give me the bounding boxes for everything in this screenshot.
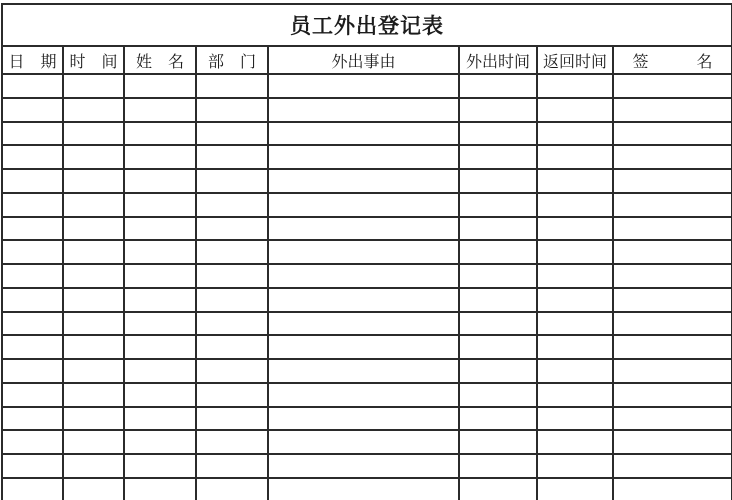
form-title: 员工外出登记表 [2, 4, 732, 46]
empty-cell [196, 98, 268, 122]
header-row [2, 46, 732, 74]
empty-cell [613, 98, 732, 122]
empty-cell [196, 74, 268, 98]
empty-cell [63, 217, 124, 241]
empty-cell [63, 193, 124, 217]
empty-cell [459, 240, 537, 264]
empty-cell [268, 335, 459, 359]
empty-cell [2, 98, 63, 122]
table-row [2, 193, 732, 217]
empty-cell [268, 359, 459, 383]
empty-cell [268, 240, 459, 264]
empty-cell [124, 145, 196, 169]
empty-cell [459, 74, 537, 98]
table-row [2, 335, 732, 359]
empty-cell [63, 359, 124, 383]
table-row [2, 478, 732, 500]
registration-table [1, 3, 732, 500]
empty-cell [268, 430, 459, 454]
empty-cell [2, 312, 63, 336]
empty-cell [537, 240, 613, 264]
empty-cell [268, 478, 459, 500]
empty-cell [268, 217, 459, 241]
empty-cell [63, 145, 124, 169]
empty-cell [124, 430, 196, 454]
empty-cell [613, 335, 732, 359]
empty-cell [268, 98, 459, 122]
empty-cell [63, 407, 124, 431]
table-row [2, 264, 732, 288]
empty-cell [2, 74, 63, 98]
empty-cell [2, 383, 63, 407]
table-row [2, 145, 732, 169]
table-row [2, 383, 732, 407]
empty-cell [613, 312, 732, 336]
table-row [2, 430, 732, 454]
header-cell-0: 日 期 [2, 46, 63, 74]
empty-cell [537, 383, 613, 407]
header-cell-3: 部 门 [196, 46, 268, 74]
empty-cell [2, 359, 63, 383]
empty-cell [124, 383, 196, 407]
empty-cell [196, 478, 268, 500]
empty-cell [124, 335, 196, 359]
table-row [2, 240, 732, 264]
empty-cell [268, 122, 459, 146]
empty-cell [537, 122, 613, 146]
empty-cell [2, 407, 63, 431]
empty-cell [537, 312, 613, 336]
empty-cell [459, 430, 537, 454]
empty-cell [2, 240, 63, 264]
table-row [2, 454, 732, 478]
empty-cell [63, 98, 124, 122]
empty-cell [124, 359, 196, 383]
empty-cell [613, 240, 732, 264]
empty-cell [537, 288, 613, 312]
empty-cell [2, 288, 63, 312]
empty-cell [124, 122, 196, 146]
header-cell-7: 签 名 [613, 46, 732, 74]
empty-cell [124, 264, 196, 288]
empty-cell [537, 169, 613, 193]
empty-cell [196, 145, 268, 169]
empty-cell [537, 407, 613, 431]
empty-cell [124, 169, 196, 193]
empty-cell [124, 454, 196, 478]
empty-cell [124, 74, 196, 98]
empty-cell [613, 122, 732, 146]
empty-cell [537, 478, 613, 500]
table-row [2, 407, 732, 431]
empty-cell [196, 383, 268, 407]
empty-cell [2, 335, 63, 359]
table-row [2, 74, 732, 98]
empty-cell [196, 264, 268, 288]
empty-cell [196, 122, 268, 146]
empty-cell [124, 240, 196, 264]
empty-cell [124, 98, 196, 122]
empty-cell [268, 264, 459, 288]
empty-cell [268, 288, 459, 312]
empty-cell [613, 169, 732, 193]
empty-cell [613, 74, 732, 98]
empty-cell [63, 335, 124, 359]
empty-cell [196, 312, 268, 336]
empty-cell [268, 193, 459, 217]
empty-cell [613, 193, 732, 217]
table-row [2, 98, 732, 122]
empty-cell [613, 407, 732, 431]
empty-cell [196, 454, 268, 478]
empty-cell [613, 478, 732, 500]
empty-cell [268, 312, 459, 336]
empty-cell [537, 430, 613, 454]
empty-cell [196, 335, 268, 359]
empty-cell [124, 312, 196, 336]
empty-cell [63, 430, 124, 454]
empty-cell [2, 145, 63, 169]
empty-cell [459, 288, 537, 312]
table-row [2, 217, 732, 241]
empty-cell [268, 454, 459, 478]
empty-cell [2, 430, 63, 454]
empty-cell [459, 193, 537, 217]
empty-cell [63, 312, 124, 336]
empty-cell [63, 264, 124, 288]
header-cell-5: 外出时间 [459, 46, 537, 74]
empty-cell [537, 74, 613, 98]
empty-cell [2, 217, 63, 241]
empty-cell [613, 217, 732, 241]
table-row [2, 169, 732, 193]
empty-cell [459, 264, 537, 288]
empty-cell [459, 145, 537, 169]
empty-cell [459, 407, 537, 431]
empty-cell [537, 193, 613, 217]
empty-cell [196, 193, 268, 217]
empty-cell [537, 264, 613, 288]
empty-cell [459, 478, 537, 500]
empty-cell [196, 169, 268, 193]
empty-cell [268, 145, 459, 169]
header-cell-4: 外出事由 [268, 46, 459, 74]
empty-cell [63, 122, 124, 146]
empty-cell [459, 169, 537, 193]
header-cell-2: 姓 名 [124, 46, 196, 74]
empty-cell [2, 169, 63, 193]
empty-cell [459, 454, 537, 478]
table-row [2, 359, 732, 383]
empty-cell [613, 454, 732, 478]
empty-cell [124, 407, 196, 431]
empty-cell [196, 359, 268, 383]
empty-cell [537, 454, 613, 478]
empty-cell [268, 383, 459, 407]
empty-cell [196, 288, 268, 312]
empty-cell [459, 122, 537, 146]
title-row [2, 4, 732, 46]
empty-cell [124, 193, 196, 217]
empty-cell [459, 335, 537, 359]
empty-cell [459, 383, 537, 407]
empty-cell [613, 145, 732, 169]
empty-cell [196, 240, 268, 264]
empty-cell [459, 312, 537, 336]
empty-cell [537, 145, 613, 169]
empty-cell [2, 454, 63, 478]
table-row [2, 122, 732, 146]
empty-cell [537, 335, 613, 359]
empty-cell [196, 217, 268, 241]
empty-cell [63, 74, 124, 98]
empty-cell [459, 217, 537, 241]
empty-cell [63, 454, 124, 478]
empty-cell [2, 193, 63, 217]
empty-cell [268, 74, 459, 98]
empty-cell [124, 217, 196, 241]
empty-cell [613, 288, 732, 312]
empty-cell [459, 359, 537, 383]
empty-cell [2, 264, 63, 288]
header-cell-6: 返回时间 [537, 46, 613, 74]
empty-cell [268, 407, 459, 431]
table-row [2, 312, 732, 336]
empty-cell [613, 359, 732, 383]
empty-cell [268, 169, 459, 193]
empty-cell [63, 383, 124, 407]
table-row [2, 288, 732, 312]
empty-cell [613, 430, 732, 454]
empty-cell [124, 288, 196, 312]
empty-cell [613, 383, 732, 407]
empty-cell [613, 264, 732, 288]
empty-cell [63, 478, 124, 500]
empty-cell [537, 98, 613, 122]
empty-cell [537, 359, 613, 383]
empty-cell [196, 407, 268, 431]
empty-cell [63, 288, 124, 312]
empty-cell [537, 217, 613, 241]
header-cell-1: 时 间 [63, 46, 124, 74]
empty-cell [63, 169, 124, 193]
empty-cell [196, 430, 268, 454]
empty-cell [124, 478, 196, 500]
empty-cell [459, 98, 537, 122]
empty-cell [2, 478, 63, 500]
empty-cell [2, 122, 63, 146]
empty-cell [63, 240, 124, 264]
